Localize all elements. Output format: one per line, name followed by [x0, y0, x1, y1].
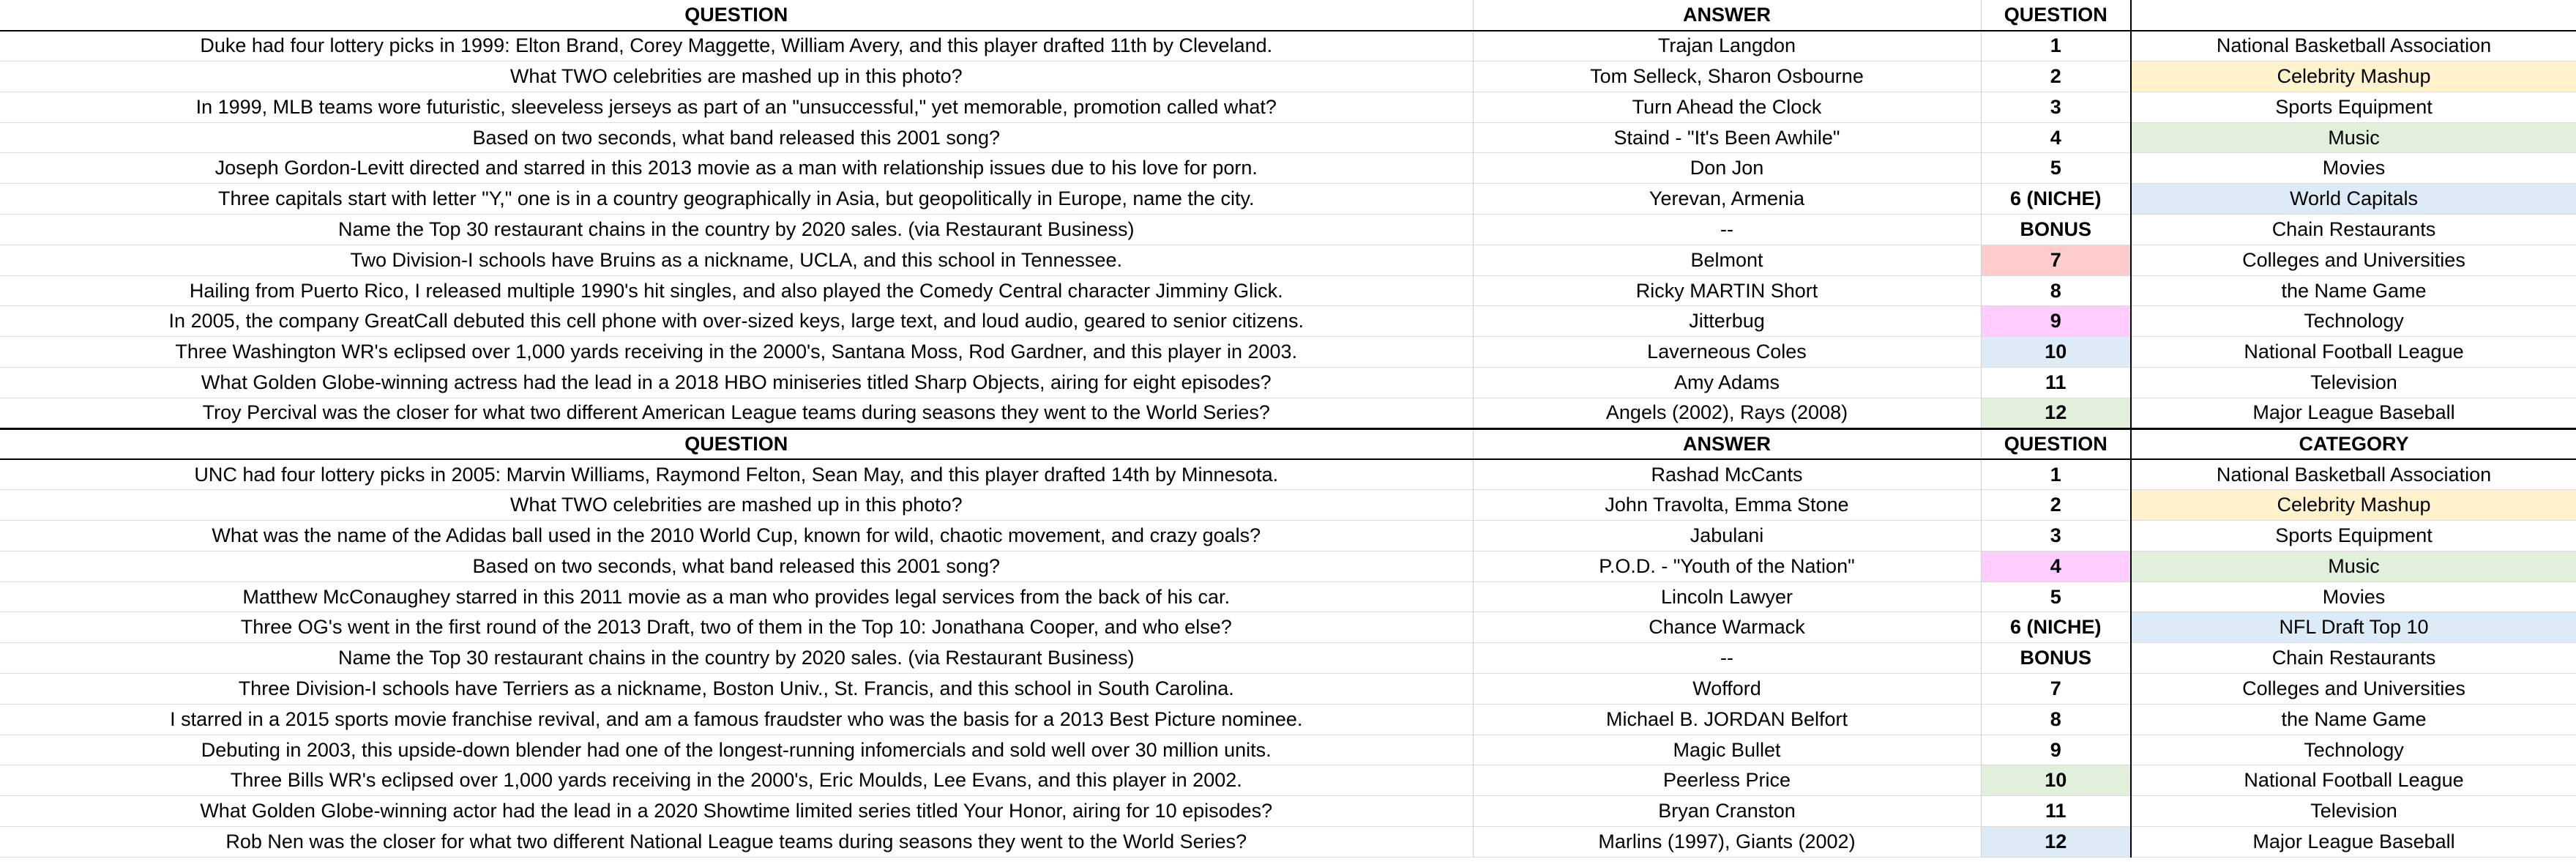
category-cell[interactable]: Chain Restaurants — [2131, 215, 2576, 245]
table-row — [0, 368, 2576, 398]
question-number-cell[interactable]: 11 — [1981, 368, 2131, 398]
table-row — [0, 704, 2576, 735]
question-number-cell[interactable]: 5 — [1981, 582, 2131, 612]
table-row — [0, 827, 2576, 858]
question-cell[interactable]: Three Division-I schools have Terriers as a nickname, Boston Univ., St. Francis, and this school in South Carolina. — [0, 674, 1473, 705]
question-cell[interactable]: Troy Percival was the closer for what two different American League teams during seasons they went to the World Series? — [0, 398, 1473, 428]
table-row — [0, 215, 2576, 245]
question-number-cell[interactable]: 12 — [1981, 398, 2131, 428]
question-number-cell[interactable]: 9 — [1981, 306, 2131, 337]
question-cell[interactable]: I starred in a 2015 sports movie franchise revival, and am a famous fraudster who was the basis for a 2013 Best Picture nominee. — [0, 704, 1473, 735]
table-row — [0, 612, 2576, 643]
question-cell[interactable]: Three Washington WR's eclipsed over 1,000 yards receiving in the 2000's, Santana Moss, Rod Gardner, and this player in 2003. — [0, 337, 1473, 368]
header-question-number[interactable]: QUESTION — [1981, 428, 2131, 459]
question-number-cell[interactable]: 6 (NICHE) — [1981, 612, 2131, 643]
question-number-cell[interactable]: 9 — [1981, 735, 2131, 765]
question-number-cell[interactable]: 1 — [1981, 459, 2131, 490]
header-question-number[interactable]: QUESTION — [1981, 0, 2131, 31]
header-answer[interactable]: ANSWER — [1473, 428, 1981, 459]
question-cell[interactable]: UNC had four lottery picks in 2005: Marvin Williams, Raymond Felton, Sean May, and this player drafted 14th by Minnesota. — [0, 459, 1473, 490]
table-row — [0, 275, 2576, 306]
table-row — [0, 122, 2576, 153]
answer-cell[interactable]: Tom Selleck, Sharon Osbourne — [1473, 62, 1981, 92]
question-cell[interactable]: Debuting in 2003, this upside-down blender had one of the longest-running infomercials and sold well over 30 million units. — [0, 735, 1473, 765]
question-cell[interactable]: What TWO celebrities are mashed up in this photo? — [0, 490, 1473, 521]
answer-cell[interactable]: -- — [1473, 643, 1981, 674]
answer-cell[interactable]: Chance Warmack — [1473, 612, 1981, 643]
header-row — [0, 428, 2576, 459]
question-number-cell[interactable]: 5 — [1981, 153, 2131, 184]
question-number-cell[interactable]: 3 — [1981, 521, 2131, 551]
table-row — [0, 674, 2576, 705]
category-cell[interactable]: Major League Baseball — [2131, 398, 2576, 428]
question-cell[interactable]: Name the Top 30 restaurant chains in the country by 2020 sales. (via Restaurant Business) — [0, 643, 1473, 674]
answer-cell[interactable]: Magic Bullet — [1473, 735, 1981, 765]
answer-cell[interactable]: Belmont — [1473, 245, 1981, 275]
table-row — [0, 643, 2576, 674]
category-cell[interactable]: Sports Equipment — [2131, 92, 2576, 122]
answer-cell[interactable]: Michael B. JORDAN Belfort — [1473, 704, 1981, 735]
category-cell[interactable]: Celebrity Mashup — [2131, 62, 2576, 92]
table-row — [0, 153, 2576, 184]
category-cell[interactable]: Music — [2131, 122, 2576, 153]
question-cell[interactable]: In 2005, the company GreatCall debuted this cell phone with over-sized keys, large text, and loud audio, geared to senior citizens. — [0, 306, 1473, 337]
question-cell[interactable]: Joseph Gordon-Levitt directed and starred in this 2013 movie as a man with relationship issues due to his love for porn. — [0, 153, 1473, 184]
header-question[interactable]: QUESTION — [0, 428, 1473, 459]
table-row — [0, 735, 2576, 765]
table-row — [0, 62, 2576, 92]
question-cell[interactable]: Three capitals start with letter "Y," one is in a country geographically in Asia, but geopolitically in Europe, name the city. — [0, 184, 1473, 215]
table-row — [0, 245, 2576, 275]
question-number-cell[interactable]: 7 — [1981, 674, 2131, 705]
answer-cell[interactable]: John Travolta, Emma Stone — [1473, 490, 1981, 521]
question-cell[interactable]: Matthew McConaughey starred in this 2011 movie as a man who provides legal services from the back of his car. — [0, 582, 1473, 612]
category-cell[interactable]: World Capitals — [2131, 184, 2576, 215]
table-row — [0, 459, 2576, 490]
category-cell[interactable]: Colleges and Universities — [2131, 674, 2576, 705]
question-number-cell[interactable]: BONUS — [1981, 643, 2131, 674]
question-cell[interactable]: What TWO celebrities are mashed up in this photo? — [0, 62, 1473, 92]
question-cell[interactable]: What Golden Globe-winning actress had the lead in a 2018 HBO miniseries titled Sharp Objects, airing for eight episodes? — [0, 368, 1473, 398]
question-cell[interactable]: Duke had four lottery picks in 1999: Elton Brand, Corey Maggette, William Avery, and this player drafted 11th by Cleveland. — [0, 31, 1473, 62]
table-row — [0, 398, 2576, 428]
category-cell[interactable]: Music — [2131, 551, 2576, 582]
category-cell[interactable]: Major League Baseball — [2131, 827, 2576, 858]
category-cell[interactable]: Technology — [2131, 306, 2576, 337]
category-cell[interactable]: Sports Equipment — [2131, 521, 2576, 551]
answer-cell[interactable]: Don Jon — [1473, 153, 1981, 184]
question-number-cell[interactable]: 11 — [1981, 796, 2131, 827]
answer-cell[interactable]: Trajan Langdon — [1473, 31, 1981, 62]
answer-cell[interactable]: -- — [1473, 215, 1981, 245]
question-number-cell[interactable]: 2 — [1981, 490, 2131, 521]
question-cell[interactable]: What Golden Globe-winning actor had the lead in a 2020 Showtime limited series titled Your Honor, airing for 10 episodes? — [0, 796, 1473, 827]
answer-cell[interactable]: Amy Adams — [1473, 368, 1981, 398]
question-cell[interactable]: Three Bills WR's eclipsed over 1,000 yards receiving in the 2000's, Eric Moulds, Lee Evans, and this player in 2002. — [0, 765, 1473, 796]
answer-cell[interactable]: P.O.D. - "Youth of the Nation" — [1473, 551, 1981, 582]
question-number-cell[interactable]: 2 — [1981, 62, 2131, 92]
table-row — [0, 521, 2576, 551]
category-cell[interactable]: Colleges and Universities — [2131, 245, 2576, 275]
category-cell[interactable]: Movies — [2131, 582, 2576, 612]
answer-cell[interactable]: Rashad McCants — [1473, 459, 1981, 490]
question-number-cell[interactable]: 7 — [1981, 245, 2131, 275]
question-cell[interactable]: Based on two seconds, what band released this 2001 song? — [0, 122, 1473, 153]
question-number-cell[interactable]: 10 — [1981, 337, 2131, 368]
question-number-cell[interactable]: 6 (NICHE) — [1981, 184, 2131, 215]
category-cell[interactable]: National Football League — [2131, 765, 2576, 796]
answer-cell[interactable]: Lincoln Lawyer — [1473, 582, 1981, 612]
answer-cell[interactable]: Wofford — [1473, 674, 1981, 705]
table-row — [0, 490, 2576, 521]
header-answer[interactable]: ANSWER — [1473, 0, 1981, 31]
answer-cell[interactable]: Yerevan, Armenia — [1473, 184, 1981, 215]
category-cell[interactable]: Movies — [2131, 153, 2576, 184]
question-number-cell[interactable]: 1 — [1981, 31, 2131, 62]
question-cell[interactable]: Three OG's went in the first round of the 2013 Draft, two of them in the Top 10: Jonathana Cooper, and who else? — [0, 612, 1473, 643]
table-row — [0, 184, 2576, 215]
question-number-cell[interactable]: 8 — [1981, 704, 2131, 735]
answer-cell[interactable]: Ricky MARTIN Short — [1473, 275, 1981, 306]
question-cell[interactable]: Two Division-I schools have Bruins as a nickname, UCLA, and this school in Tennessee. — [0, 245, 1473, 275]
category-cell[interactable]: National Basketball Association — [2131, 459, 2576, 490]
question-cell[interactable]: Name the Top 30 restaurant chains in the country by 2020 sales. (via Restaurant Business) — [0, 215, 1473, 245]
header-category[interactable]: CATEGORY — [2131, 428, 2576, 459]
table-row — [0, 306, 2576, 337]
category-cell[interactable]: National Football League — [2131, 337, 2576, 368]
answer-cell[interactable]: Laverneous Coles — [1473, 337, 1981, 368]
question-number-cell[interactable]: BONUS — [1981, 215, 2131, 245]
category-cell[interactable]: the Name Game — [2131, 704, 2576, 735]
table-row — [0, 765, 2576, 796]
header-row — [0, 0, 2576, 31]
category-cell[interactable]: the Name Game — [2131, 275, 2576, 306]
category-cell[interactable]: Celebrity Mashup — [2131, 490, 2576, 521]
table-row — [0, 31, 2576, 62]
answer-cell[interactable]: Angels (2002), Rays (2008) — [1473, 398, 1981, 428]
category-cell[interactable]: NFL Draft Top 10 — [2131, 612, 2576, 643]
table-row — [0, 337, 2576, 368]
question-cell[interactable]: In 1999, MLB teams wore futuristic, sleeveless jerseys as part of an "unsuccessful," yet memorable, promotion called what? — [0, 92, 1473, 122]
table-row — [0, 796, 2576, 827]
answer-cell[interactable]: Turn Ahead the Clock — [1473, 92, 1981, 122]
answer-cell[interactable]: Bryan Cranston — [1473, 796, 1981, 827]
table-row — [0, 92, 2576, 122]
question-number-cell[interactable]: 4 — [1981, 551, 2131, 582]
table-row — [0, 551, 2576, 582]
header-question[interactable]: QUESTION — [0, 0, 1473, 31]
table-row — [0, 582, 2576, 612]
answer-cell[interactable]: Peerless Price — [1473, 765, 1981, 796]
answer-cell[interactable]: Staind - "It's Been Awhile" — [1473, 122, 1981, 153]
category-cell[interactable]: Chain Restaurants — [2131, 643, 2576, 674]
answer-cell[interactable]: Jabulani — [1473, 521, 1981, 551]
question-cell[interactable]: Hailing from Puerto Rico, I released multiple 1990's hit singles, and also played the Comedy Central character Jimminy Glick. — [0, 275, 1473, 306]
category-cell[interactable]: Television — [2131, 368, 2576, 398]
question-number-cell[interactable]: 8 — [1981, 275, 2131, 306]
category-cell[interactable]: Television — [2131, 796, 2576, 827]
question-number-cell[interactable]: 12 — [1981, 827, 2131, 858]
question-cell[interactable]: What was the name of the Adidas ball used in the 2010 World Cup, known for wild, chaotic movement, and crazy goals? — [0, 521, 1473, 551]
category-cell[interactable]: National Basketball Association — [2131, 31, 2576, 62]
answer-cell[interactable]: Jitterbug — [1473, 306, 1981, 337]
question-number-cell[interactable]: 4 — [1981, 122, 2131, 153]
question-number-cell[interactable]: 3 — [1981, 92, 2131, 122]
question-cell[interactable]: Rob Nen was the closer for what two different National League teams during seasons they went to the World Series? — [0, 827, 1473, 858]
answer-cell[interactable]: Marlins (1997), Giants (2002) — [1473, 827, 1981, 858]
question-number-cell[interactable]: 10 — [1981, 765, 2131, 796]
category-cell[interactable]: Technology — [2131, 735, 2576, 765]
header-category[interactable] — [2131, 0, 2576, 31]
question-cell[interactable]: Based on two seconds, what band released this 2001 song? — [0, 551, 1473, 582]
